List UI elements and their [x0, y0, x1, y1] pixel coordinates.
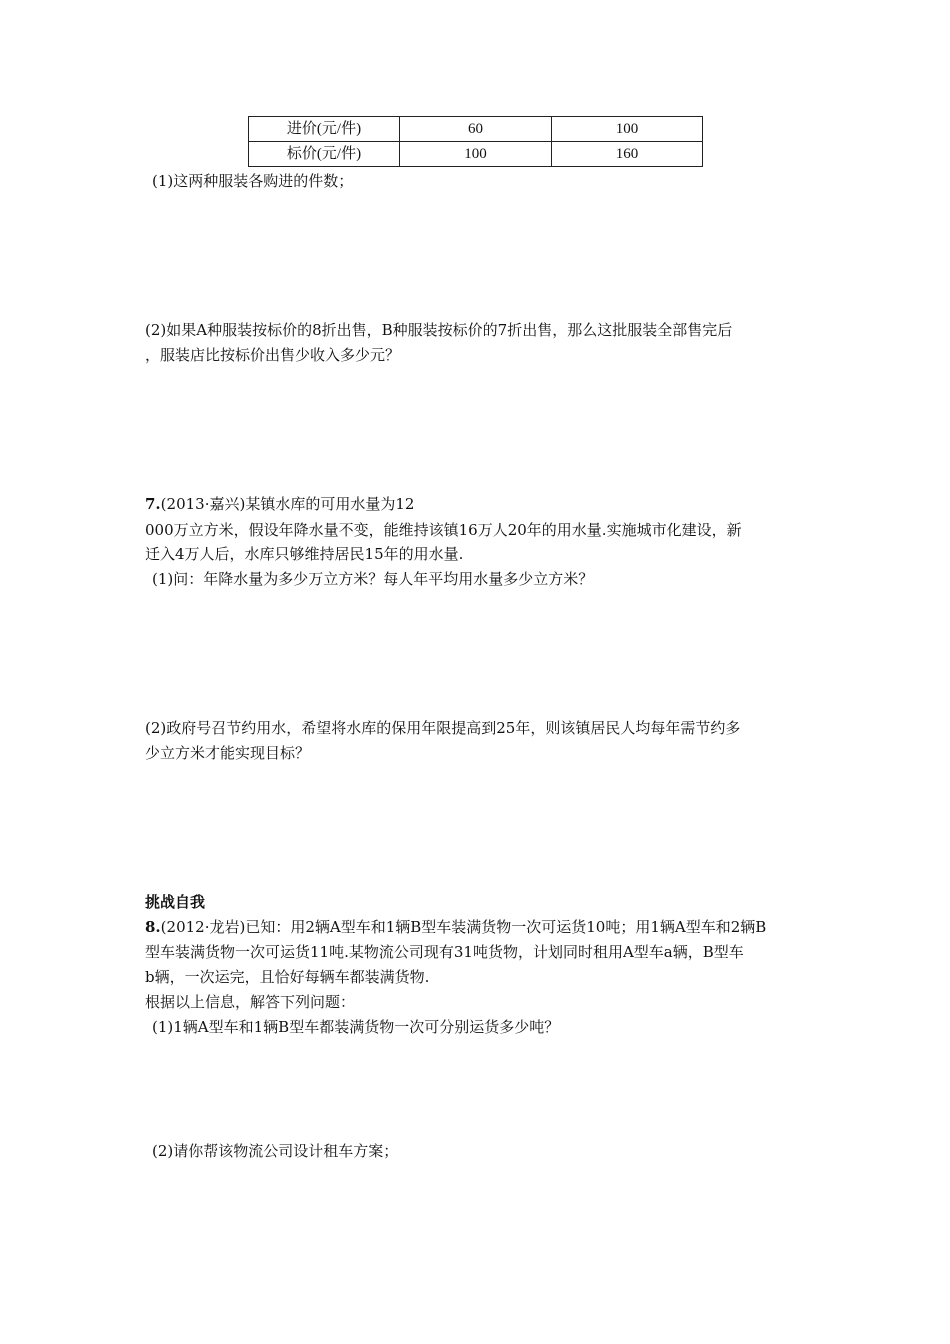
- q8-heading: [145, 916, 766, 938]
- q7-line2: 000万立方米，假设年降水量不变，能维持该镇16万人20年的用水量.实施城市化建设，新: [145, 521, 742, 539]
- row-label: 进价(元/件): [249, 117, 400, 142]
- cell-b: 100: [552, 117, 703, 142]
- q7-part2-line1: (2)政府号召节约用水，希望将水库的保用年限提高到25年，则该镇居民人均每年需节约多: [145, 719, 741, 737]
- q8-head-text: (2012·龙岩)已知：用2辆A型车和1辆B型车装满货物一次可运货10吨；用1辆A型车和2辆B: [160, 918, 767, 936]
- table-row: [249, 142, 703, 167]
- cell-b: 160: [552, 142, 703, 167]
- q7-part1: (1)问：年降水量为多少万立方米？每人年平均用水量多少立方米？: [152, 570, 594, 588]
- cell-a: 60: [400, 117, 552, 142]
- q8-number: 8.: [145, 918, 161, 936]
- cell-a: 100: [400, 142, 552, 167]
- q8-part2: (2)请你帮该物流公司设计租车方案；: [152, 1142, 399, 1160]
- q8-part1: (1)1辆A型车和1辆B型车都装满货物一次可分别运货多少吨？: [152, 1018, 560, 1036]
- table-row: [249, 117, 703, 142]
- row-label: 标价(元/件): [249, 142, 400, 167]
- q8-line2: 型车装满货物一次可运货11吨.某物流公司现有31吨货物，计划同时租用A型车a辆，B型车: [145, 943, 744, 961]
- section-title: 挑战自我: [145, 893, 206, 911]
- q7-line3: 迁入4万人后，水库只够维持居民15年的用水量.: [145, 545, 464, 563]
- price-table: [248, 116, 703, 167]
- q8-line4: 根据以上信息，解答下列问题：: [145, 993, 356, 1011]
- q6-part2-line1: (2)如果A种服装按标价的8折出售，B种服装按标价的7折出售，那么这批服装全部售完后: [145, 321, 733, 339]
- q6-part2-line2: ，服装店比按标价出售少收入多少元？: [145, 346, 401, 364]
- q7-head-text: (2013·嘉兴)某镇水库的可用水量为12: [160, 495, 415, 513]
- q6-part1: (1)这两种服装各购进的件数；: [152, 172, 354, 190]
- q8-line3: b辆，一次运完，且恰好每辆车都装满货物.: [145, 968, 430, 986]
- q7-heading: [145, 493, 414, 515]
- q7-number: 7.: [145, 495, 161, 513]
- q7-part2-line2: 少立方米才能实现目标？: [145, 744, 311, 762]
